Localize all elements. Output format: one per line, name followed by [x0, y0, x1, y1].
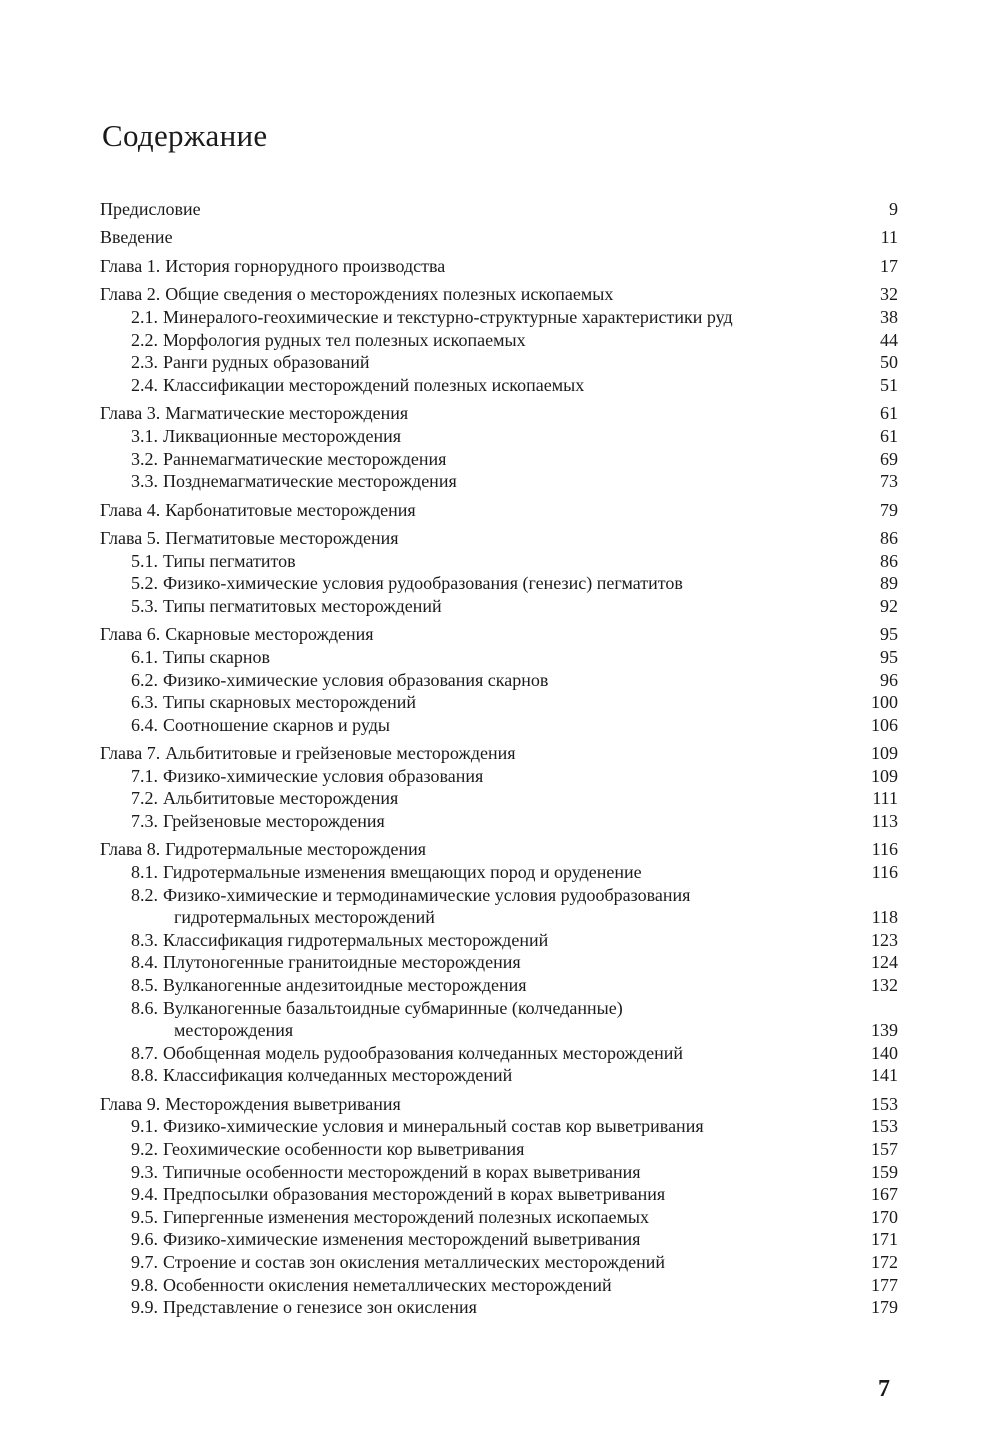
- toc-entry[interactable]: [100, 1093, 898, 1116]
- entry-number: 8.1.: [131, 862, 158, 883]
- entry-page: 50: [880, 352, 898, 373]
- entry-title: Физико-химические условия и минеральный состав кор выветривания: [163, 1116, 704, 1137]
- entry-page: 86: [880, 528, 898, 549]
- entry-number: 8.7.: [131, 1042, 158, 1063]
- entry-page: 92: [880, 595, 898, 616]
- entry-title: Типы пегматитов: [163, 550, 296, 571]
- entry-number: 9.5.: [131, 1206, 158, 1227]
- entry-title: Морфология рудных тел полезных ископаемых: [163, 329, 526, 350]
- entry-title: Вулканогенные андезитоидные месторождения: [163, 975, 527, 996]
- toc-entry[interactable]: [100, 448, 898, 471]
- entry-number: 8.4.: [131, 952, 158, 973]
- toc-entry[interactable]: [100, 572, 898, 595]
- toc-entry[interactable]: [100, 527, 898, 550]
- entry-page: 109: [871, 765, 898, 786]
- entry-number: 3.3.: [131, 471, 158, 492]
- entry-number: 6.4.: [131, 714, 158, 735]
- entry-title: Скарновые месторождения: [165, 624, 374, 645]
- entry-number: 7.2.: [131, 788, 158, 809]
- entry-number: 6.1.: [131, 646, 158, 667]
- entry-number: 5.3.: [131, 595, 158, 616]
- entry-page: 100: [871, 692, 898, 713]
- entry-page: 61: [880, 403, 898, 424]
- entry-title: Гидротермальные изменения вмещающих пород и оруденение: [163, 862, 642, 883]
- entry-title: Предпосылки образования месторождений в корах выветривания: [163, 1184, 666, 1205]
- entry-title: История горнорудного производства: [165, 255, 446, 276]
- entry-title: Альбититовые месторождения: [163, 788, 399, 809]
- entry-number: 9.2.: [131, 1139, 158, 1160]
- entry-page: 69: [880, 448, 898, 469]
- entry-page: 32: [880, 284, 898, 305]
- entry-number: 7.3.: [131, 810, 158, 831]
- toc-entry[interactable]: [100, 374, 898, 397]
- entry-page: 141: [871, 1065, 898, 1086]
- entry-number: Глава 6.: [100, 624, 161, 645]
- toc-entry[interactable]: [100, 550, 898, 573]
- entry-number: 9.9.: [131, 1297, 158, 1318]
- entry-page: 109: [871, 743, 898, 764]
- toc-group: [100, 198, 898, 221]
- entry-page: 116: [871, 862, 898, 883]
- entry-page: 44: [880, 329, 898, 350]
- entry-title: Плутоногенные гранитоидные месторождения: [163, 952, 521, 973]
- toc-entry[interactable]: [100, 425, 898, 448]
- entry-number: 3.2.: [131, 448, 158, 469]
- entry-page: 159: [871, 1161, 898, 1182]
- entry-title: Альбититовые и грейзеновые месторождения: [165, 743, 516, 764]
- toc-entry[interactable]: [100, 1161, 898, 1184]
- toc-entry[interactable]: [100, 1064, 898, 1087]
- toc-group: [100, 742, 898, 832]
- toc-group: [100, 527, 898, 617]
- entry-page: 123: [871, 929, 898, 950]
- entry-title: Предисловие: [100, 199, 201, 219]
- entry-number: 8.8.: [131, 1065, 158, 1086]
- entry-number: 8.2.: [131, 884, 158, 905]
- toc-entry[interactable]: [100, 997, 898, 1020]
- entry-number: 3.1.: [131, 425, 158, 446]
- toc-entry[interactable]: [100, 1183, 898, 1206]
- entry-number: 2.1.: [131, 307, 158, 328]
- toc-entry[interactable]: [100, 974, 898, 997]
- entry-number: 9.6.: [131, 1229, 158, 1250]
- toc-group: [100, 623, 898, 736]
- toc-entry[interactable]: [100, 226, 898, 249]
- entry-title: Типы пегматитовых месторождений: [163, 595, 442, 616]
- toc-entry[interactable]: [100, 810, 898, 833]
- toc-entry[interactable]: [100, 623, 898, 646]
- entry-page: 9: [889, 199, 898, 219]
- entry-page: 95: [880, 646, 898, 667]
- entry-page: 170: [871, 1206, 898, 1227]
- toc-entry[interactable]: [100, 1251, 898, 1274]
- entry-number: Глава 8.: [100, 839, 161, 860]
- toc-entry[interactable]: [100, 787, 898, 810]
- entry-title: Гипергенные изменения месторождений полезных ископаемых: [163, 1206, 649, 1227]
- page-title: Содержание: [102, 118, 268, 153]
- entry-title: Классификации месторождений полезных ископаемых: [163, 374, 585, 395]
- entry-page: 118: [871, 907, 898, 928]
- toc-group: [100, 255, 898, 278]
- entry-title: Месторождения выветривания: [165, 1093, 401, 1114]
- entry-title: Грейзеновые месторождения: [163, 810, 385, 831]
- entry-number: 2.4.: [131, 374, 158, 395]
- toc-entry[interactable]: [100, 499, 898, 522]
- toc-entry[interactable]: [100, 742, 898, 765]
- entry-title: Классификация колчеданных месторождений: [163, 1065, 513, 1086]
- entry-page: 95: [880, 624, 898, 645]
- entry-title: Соотношение скарнов и руды: [163, 714, 390, 735]
- entry-page: 61: [880, 425, 898, 446]
- entry-page: 89: [880, 573, 898, 594]
- entry-page: 172: [871, 1252, 898, 1273]
- entry-page: 113: [871, 810, 898, 831]
- entry-title: Физико-химические и термодинамические условия рудообразования: [163, 884, 691, 905]
- entry-title: Физико-химические условия образования скарнов: [163, 669, 549, 690]
- toc-entry[interactable]: [100, 951, 898, 974]
- entry-number: 9.3.: [131, 1161, 158, 1182]
- toc-entry[interactable]: [100, 1042, 898, 1065]
- entry-number: 9.8.: [131, 1274, 158, 1295]
- toc-entry[interactable]: [100, 283, 898, 306]
- entry-number: 9.4.: [131, 1184, 158, 1205]
- entry-page: 124: [871, 952, 898, 973]
- entry-number: Глава 4.: [100, 499, 161, 520]
- toc-entry[interactable]: [100, 306, 898, 329]
- entry-number: 8.5.: [131, 975, 158, 996]
- page-number: 7: [878, 1376, 890, 1402]
- entry-page: 157: [871, 1139, 898, 1160]
- toc-entry[interactable]: [100, 1228, 898, 1251]
- entry-title: Гидротермальные месторождения: [165, 839, 427, 860]
- entry-title: Пегматитовые месторождения: [165, 528, 399, 549]
- toc-entry[interactable]: [100, 329, 898, 352]
- entry-number: 8.3.: [131, 929, 158, 950]
- entry-title: Строение и состав зон окисления металлических месторождений: [163, 1252, 666, 1273]
- entry-page: 96: [880, 669, 898, 690]
- entry-number: 8.6.: [131, 997, 158, 1018]
- entry-page: 171: [871, 1229, 898, 1250]
- toc-entry[interactable]: [100, 595, 898, 618]
- entry-title: Общие сведения о месторождениях полезных ископаемых: [165, 284, 614, 305]
- entry-page: 111: [872, 788, 898, 809]
- toc-entry[interactable]: [100, 669, 898, 692]
- entry-number: 2.3.: [131, 352, 158, 373]
- entry-page: 179: [871, 1297, 898, 1318]
- toc-entry[interactable]: [100, 1138, 898, 1161]
- entry-title: Представление о генезисе зон окисления: [163, 1297, 477, 1318]
- entry-title: Введение: [100, 227, 173, 248]
- entry-page: 153: [871, 1116, 898, 1137]
- toc-entry[interactable]: [100, 929, 898, 952]
- toc-entry[interactable]: [100, 861, 898, 884]
- toc-entry[interactable]: [100, 1296, 898, 1319]
- toc-group: [100, 226, 898, 249]
- toc-group: [100, 499, 898, 522]
- toc-group: [100, 402, 898, 492]
- toc-entry[interactable]: [100, 351, 898, 374]
- entry-page: 140: [871, 1042, 898, 1063]
- entry-page: 51: [880, 374, 898, 395]
- entry-title: Вулканогенные базальтоидные субмаринные (колчеданные): [163, 997, 623, 1018]
- entry-page: 86: [880, 550, 898, 571]
- toc-entry[interactable]: [100, 884, 898, 907]
- entry-title: Классификация гидротермальных месторождений: [163, 929, 549, 950]
- toc-entry[interactable]: [100, 838, 898, 861]
- toc-entry-continuation: [100, 1019, 898, 1042]
- entry-page: 153: [871, 1093, 898, 1114]
- entry-page: 38: [880, 307, 898, 328]
- entry-title: Позднемагматические месторождения: [163, 471, 457, 492]
- toc-group: [100, 1093, 898, 1319]
- toc-entry[interactable]: [100, 714, 898, 737]
- toc-entry[interactable]: [100, 691, 898, 714]
- toc-entry[interactable]: [100, 1206, 898, 1229]
- entry-page: 11: [880, 227, 898, 248]
- toc-entry[interactable]: [100, 198, 898, 221]
- toc-group: [100, 838, 898, 1087]
- entry-number: 5.2.: [131, 573, 158, 594]
- entry-number: 9.7.: [131, 1252, 158, 1273]
- entry-title: Особенности окисления неметаллических месторождений: [163, 1274, 612, 1295]
- toc-entry-continuation: [100, 906, 898, 929]
- entry-title: Физико-химические условия рудообразования (генезис) пегматитов: [163, 573, 683, 594]
- entry-number: Глава 1.: [100, 255, 161, 276]
- toc-group: [100, 283, 898, 396]
- entry-page: 177: [871, 1274, 898, 1295]
- entry-title: Физико-химические условия образования: [163, 765, 484, 786]
- entry-number: Глава 2.: [100, 284, 161, 305]
- entry-number: Глава 9.: [100, 1093, 161, 1114]
- toc-entry[interactable]: [100, 470, 898, 493]
- entry-page: 79: [880, 499, 898, 520]
- entry-title: Карбонатитовые месторождения: [165, 499, 416, 520]
- entry-number: Глава 7.: [100, 743, 161, 764]
- entry-number: 6.2.: [131, 669, 158, 690]
- entry-number: 6.3.: [131, 692, 158, 713]
- entry-title: Физико-химические изменения месторождений выветривания: [163, 1229, 641, 1250]
- entry-title: Ликвационные месторождения: [163, 425, 402, 446]
- entry-title: Обобщенная модель рудообразования колчеданных месторождений: [163, 1042, 684, 1063]
- entry-number: 5.1.: [131, 550, 158, 571]
- entry-number: 2.2.: [131, 329, 158, 350]
- toc-entry[interactable]: [100, 1115, 898, 1138]
- toc-entry[interactable]: [100, 1274, 898, 1297]
- entry-page: 167: [871, 1184, 898, 1205]
- entry-page: 17: [880, 255, 898, 276]
- entry-title: Типы скарнов: [163, 646, 270, 667]
- table-of-contents: [100, 198, 898, 1325]
- entry-title: Типичные особенности месторождений в корах выветривания: [163, 1161, 641, 1182]
- entry-number: Глава 3.: [100, 403, 161, 424]
- entry-title-continuation: гидротермальных месторождений: [174, 907, 435, 928]
- entry-page: 132: [871, 975, 898, 996]
- entry-number: Глава 5.: [100, 528, 161, 549]
- entry-number: 7.1.: [131, 765, 158, 786]
- toc-entry[interactable]: [100, 255, 898, 278]
- toc-entry[interactable]: [100, 402, 898, 425]
- entry-title-continuation: месторождения: [174, 1020, 294, 1041]
- entry-title: Раннемагматические месторождения: [163, 448, 447, 469]
- toc-entry[interactable]: [100, 646, 898, 669]
- entry-title: Геохимические особенности кор выветривания: [163, 1139, 525, 1160]
- entry-title: Магматические месторождения: [165, 403, 409, 424]
- entry-number: 9.1.: [131, 1116, 158, 1137]
- toc-entry[interactable]: [100, 765, 898, 788]
- entry-page: 116: [871, 839, 898, 860]
- entry-page: 106: [871, 714, 898, 735]
- entry-title: Ранги рудных образований: [163, 352, 370, 373]
- entry-page: 73: [880, 471, 898, 492]
- entry-title: Типы скарновых месторождений: [163, 692, 417, 713]
- entry-page: 139: [871, 1020, 898, 1041]
- entry-title: Минералого-геохимические и текстурно-структурные характеристики руд: [163, 307, 733, 328]
